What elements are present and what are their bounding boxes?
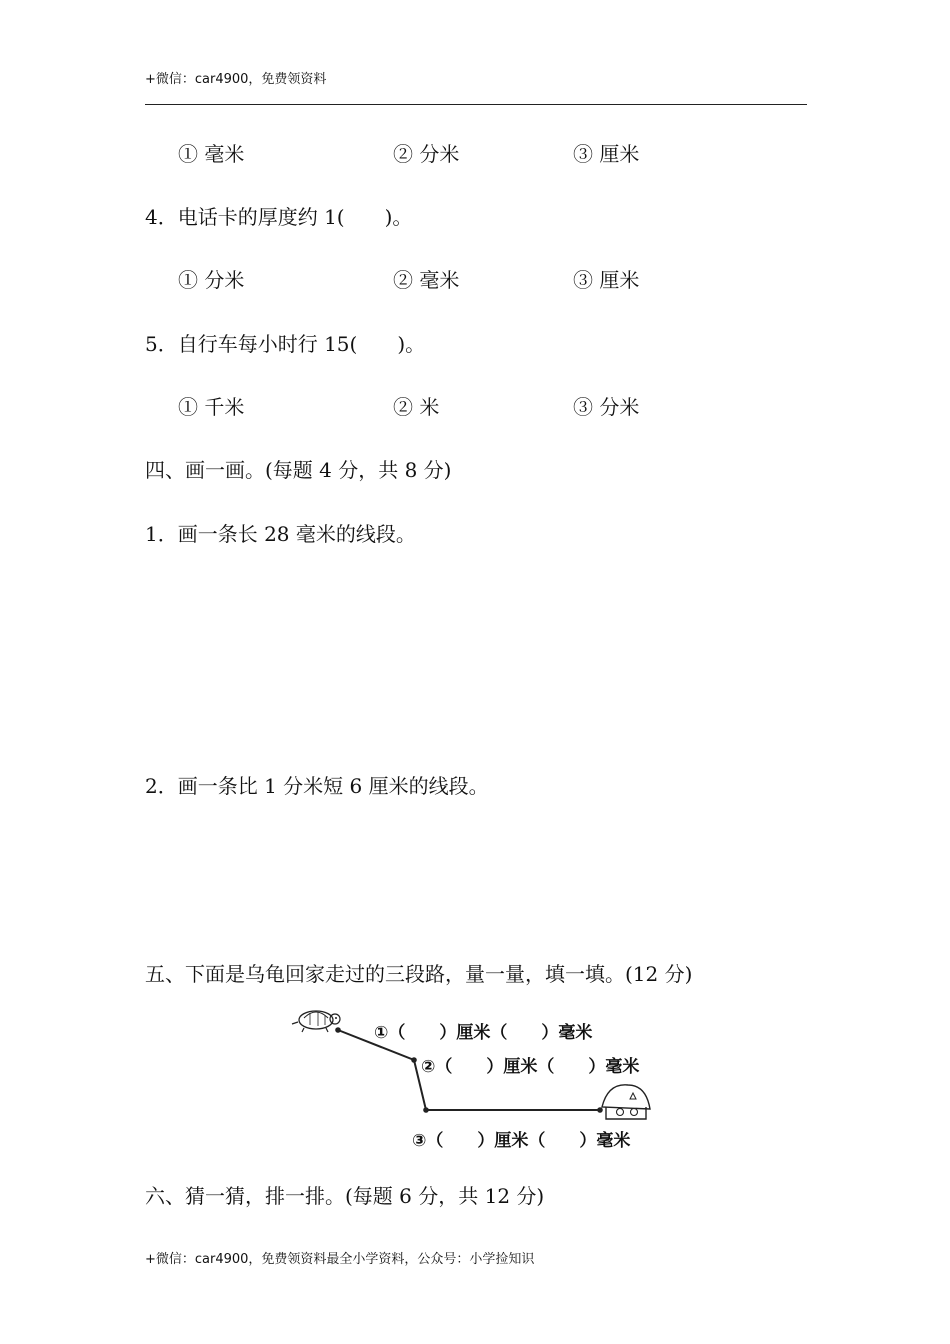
q3-option-1: ① 毫米 <box>178 142 245 166</box>
path-point-end <box>597 1107 603 1113</box>
page-footer-watermark: +微信：car4900，免费领资料最全小学资料，公众号：小学捡知识 <box>145 1252 535 1267</box>
q4-option-1: ① 分米 <box>178 268 245 292</box>
q5-option-3: ③ 分米 <box>573 395 640 419</box>
segment-2-label: ②（ ）厘米（ ）毫米 <box>421 1057 640 1077</box>
segment-3-label: ③（ ）厘米（ ）毫米 <box>412 1131 631 1151</box>
section4-title: 四、画一画。(每题 4 分，共 8 分) <box>145 458 452 482</box>
q3-option-2: ② 分米 <box>393 142 460 166</box>
q3-option-3: ③ 厘米 <box>573 142 640 166</box>
segment-1-label: ①（ ）厘米（ ）毫米 <box>374 1023 593 1043</box>
page-header-watermark: +微信：car4900，免费领资料 <box>145 72 327 87</box>
section4-q1: 1．画一条长 28 毫米的线段。 <box>145 522 416 546</box>
q5-stem: 5．自行车每小时行 15( )。 <box>145 332 426 356</box>
q4-stem: 4．电话卡的厚度约 1( )。 <box>145 205 413 229</box>
q5-option-2: ② 米 <box>393 395 440 419</box>
q4-option-3: ③ 厘米 <box>573 268 640 292</box>
path-point-bend-2 <box>423 1107 429 1113</box>
section4-q2: 2．画一条比 1 分米短 6 厘米的线段。 <box>145 774 489 798</box>
section6-title: 六、猜一猜，排一排。(每题 6 分，共 12 分) <box>145 1184 545 1208</box>
turtle-icon <box>292 1011 340 1032</box>
path-point-bend-1 <box>411 1057 417 1063</box>
path-point-start <box>335 1027 341 1033</box>
section5-title: 五、下面是乌龟回家走过的三段路，量一量，填一填。(12 分) <box>145 962 693 986</box>
house-icon <box>602 1085 650 1119</box>
q4-option-2: ② 毫米 <box>393 268 460 292</box>
q5-option-1: ① 千米 <box>178 395 245 419</box>
